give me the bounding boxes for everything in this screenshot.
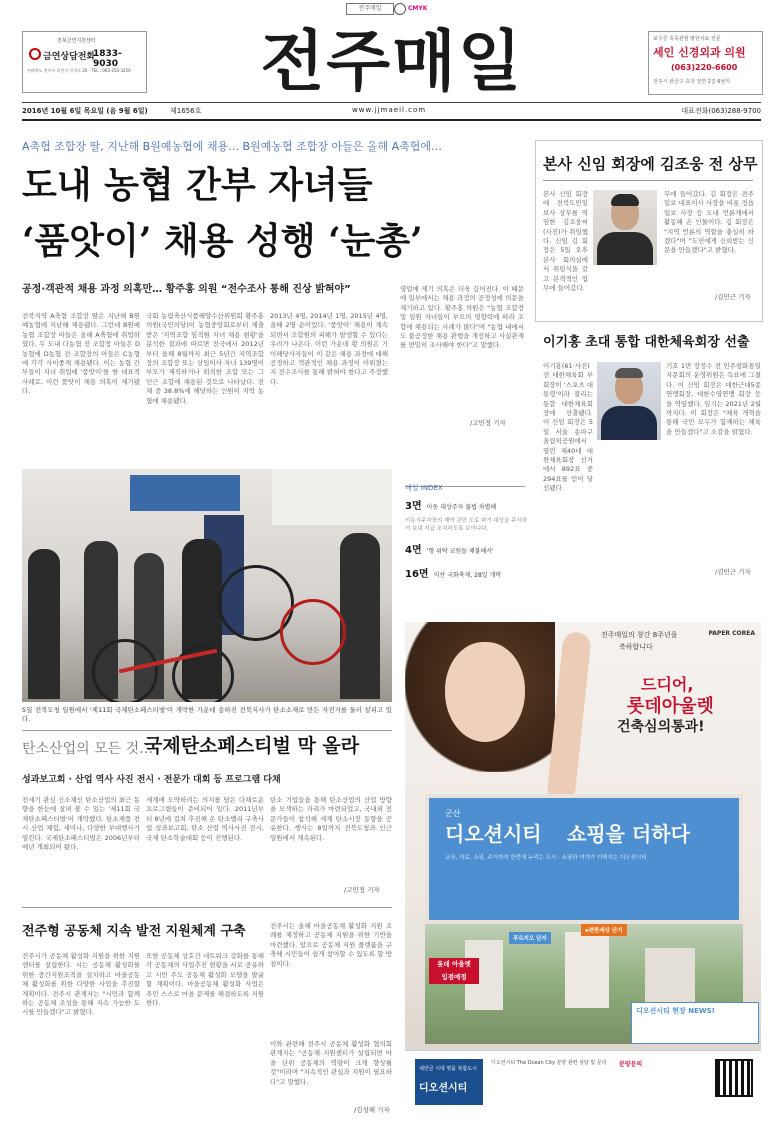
sports-headline: 이기홍 초대 통합 대한체육회장 선출 xyxy=(543,335,750,350)
cowork-byline: /김성해 기자 xyxy=(354,1106,390,1114)
site-url[interactable]: www.jjmaeil.com xyxy=(352,106,427,114)
tower-block-2 xyxy=(565,932,609,1008)
ad-deocean-city[interactable] xyxy=(405,622,761,1115)
photo-banner xyxy=(130,475,240,511)
no-smoking-icon xyxy=(29,48,41,60)
ad-brand: PAPER COREA xyxy=(708,630,755,637)
section-divider-2 xyxy=(22,907,392,908)
ad-slogan-3: 건축심의통과! xyxy=(617,719,705,735)
carbon-headline: 국제탄소페스티벌 막 올라 xyxy=(144,735,360,757)
carbon-kicker: 탄소산업의 모든 것… xyxy=(22,741,154,757)
sports-byline: /김민근 기자 xyxy=(715,568,751,576)
ad-clinic-address: 전주시 완산구 효자 전연 2길 6번지 xyxy=(653,79,731,85)
chairman-headline: 본사 신임 회장에 김조웅 전 상무 xyxy=(543,155,758,173)
index-item-2[interactable] xyxy=(405,538,530,557)
index-item-1[interactable] xyxy=(405,494,530,533)
ad-clinic[interactable] xyxy=(648,31,763,95)
index-text: 아동 대상주자 불법 차별해 xyxy=(426,504,497,511)
cmyk-label: CMYK xyxy=(408,5,428,12)
carbon-column-2: 세계에 도약하려는 의지를 담은 다채로운 프로그램들이 준비되어 있다. 2011년부터 8년에 걸쳐 추진해 온 탄소밸리 구축사업 성과보고회, 탄소 산업 역사사진 전시, 국제 탄소학술대회 등이 진행된다. xyxy=(146,796,264,842)
cowork-headline: 전주형 공동체 지속 발전 지원체계 구축 xyxy=(22,924,246,939)
president-suit xyxy=(601,406,657,440)
section-divider xyxy=(22,730,392,731)
sports-column-2: 기호 1번 장정수 전 민주평화통일자문회의 운영위원은 득표에 그쳤다. 이 신임 회장은 대한근대5종연맹회장, 대한수영연맹 회장 등을 역임했다. 임기는 2021년 2월까지다. 이 회장은 "체육 개혁을 통해 국민 모두가 함께하는 체육을 만들겠다"고 소감을 밝혔다. xyxy=(666,362,761,436)
shopping-bag xyxy=(425,794,743,924)
lead-column-3: 2013년 4명, 2014년 1명, 2015년 4명, 올해 2명 순이었다. '품앗이' 채용이 계속되면서 조합원의 피해가 발생할 수 있다는 우려가 나온다. 이런 가운데 황 의원은 기 이해당사자들이 이 같은 채용 과정에 대해 공정하고 객관적인 채용 과정이 이뤄졌는지 전수조사를 통해 밝혀야 한다고 주장했다. xyxy=(270,312,388,386)
president-hair xyxy=(615,368,643,378)
ad-label: 금연상담전화 xyxy=(43,52,96,62)
index-text: '형 위탁 교원들 체불해서' xyxy=(426,548,494,555)
index-page: 4면 xyxy=(405,545,422,556)
ad-intro-line2: 축하합니다 xyxy=(619,643,653,651)
cowork-column-3: 전주시는 올해 마을공동체 활성화 지원 조례를 제정하고 공동체 지원을 위한 기반을 마련했다. 앞으로 공동체 지원 플랫폼을 구축해 시민들이 쉽게 참여할 수 있도록 할 방침이다. xyxy=(270,922,392,968)
chairman-body-right: 무에 들어갔다. 김 회장은 전주일보 대표이사 사장을 비롯 정읍일보 사장 등 도내 언론계에서 활동해 온 인물이다. 김 회장은 "지역 언론의 역할을 충실히 하겠다"며 "도민에게 신뢰받는 신문을 만들겠다"고 밝혔다. xyxy=(664,190,754,255)
chairman-body-left: 본사 신임 회장에 전북도민일보사 상무를 역임한 김조웅씨(사진)가 취임했다. 신임 김 회장은 5일 오후 본사 회의실에서 취임식을 갖고 본격적인 업무에 들어갔다. xyxy=(543,190,588,293)
bag-title-2: 쇼핑을 더하다 xyxy=(567,822,690,846)
bag-title-1: 디오션시티 xyxy=(445,822,542,846)
footer-block xyxy=(415,1059,483,1105)
ad-smoking-cessation[interactable] xyxy=(22,31,147,93)
bag-sub: 군산 xyxy=(445,809,461,818)
masthead-rule-top xyxy=(22,102,761,103)
chairman-byline: /김민근 기자 xyxy=(715,293,751,301)
ad-number: 1833-9030 xyxy=(93,49,122,69)
index-page: 16면 xyxy=(405,569,429,580)
carbon-column-1: 전세기 관심 신소재인 탄소산업의 최근 동향을 한눈에 살펴 볼 수 있는 '제11회 국제탄소페스티벌'이 개막했다. 탄소제품 전시 산업 체험, 세미나, 다양한 부대행사가 열린다. 국제탄소페스티벌은 2006년부터 매년 개최되어 왔다. xyxy=(22,796,140,852)
carbon-byline: /고민정 기자 xyxy=(344,886,380,894)
top-tag: 전주매일 xyxy=(346,3,394,15)
news-box xyxy=(631,1002,759,1044)
ad-footer: 전라북도 전주시 덕진구 건지로 20 · TEL : 063-250-3250 xyxy=(27,68,131,73)
registration-mark xyxy=(394,3,406,15)
paper-title: 전주매일 xyxy=(260,23,524,100)
chairman-photo xyxy=(593,190,657,265)
ad-slogan-1: 드디어, xyxy=(641,675,694,694)
lead-subhead: 공정·객관적 채용 과정 의혹만… 황주홍 의원 “전수조사 통해 진상 밝혀야” xyxy=(22,284,351,295)
ad-clinic-name: 세인 신경외과 의원 xyxy=(653,46,746,59)
index-title: 매일 INDEX xyxy=(405,484,443,492)
lead-column-4: 영업에 제기 의혹은 더욱 깊어진다. 이 때문에 일부에서는 채용 과정의 공정성에 의문을 제기하고 있다. 황주홍 의원은 "농협 조합장 및 임원 자녀들이 부모의 영향력에 따라 조합에 채용되는 사례가 많다"며 "농협 내에서도 불공정한 채용 관행을 개선하고 사실관계를 면밀히 조사해야 한다"고 말했다. xyxy=(400,285,524,350)
footer-label: 새만금 시대 명품 복합도시 xyxy=(419,1066,477,1072)
phone-number: 대표전화(063)288-9700 xyxy=(681,107,761,115)
ad-clinic-line1: 보수골 족족관절 병원치료 전문 xyxy=(653,36,721,42)
index-item-3[interactable] xyxy=(405,562,530,581)
tag-line-1: 롯데 아울렛 xyxy=(437,960,471,968)
index-text: 익산 국화축제, 28일 개막 xyxy=(433,572,502,579)
carbon-subhead: 성과보고회 · 산업 역사 사진 전시 · 전문가 대회 등 프로그램 다채 xyxy=(22,775,281,785)
tag-line-2: 입점예정 xyxy=(441,973,467,981)
cowork-column-4: 이와 관련해 전주시 공동체 활성화 협의회 관계자는 "공동체 지원센터가 설립되면 마을 단위 공동체의 역량이 크게 향상될 것"이라며 "지속적인 관심과 지원이 필요하다"고 말했다. xyxy=(270,1040,392,1086)
lead-byline: /고민정 기자 xyxy=(470,419,506,427)
index-page: 3면 xyxy=(405,501,422,512)
bicycle-wheel-2 xyxy=(280,599,346,665)
lead-column-2: 국회 농림축산식품해양수산위원회 황주홍 의원(국민의당)이 농협중앙회로부터 제출받은 '지역조합 임직원 자녀 채용 현황'을 분석한 결과에 따르면 전국에서 2012년부터 올해 8월까지 최근 5년간 지역조합장의 조합장 또는 상임이사 자녀 139명이 부모가 재직하거나 퇴직한 조합 또는 그 인근 조합에 채용된 것으로 나타났다. 전체 중 38.8%에 해당하는 인원이 지역 농협에 채용됐다. xyxy=(146,312,264,405)
qr-code-icon[interactable] xyxy=(715,1059,753,1097)
lead-headline-line2: ‘품앗이’ 채용 성행 ‘눈총’ xyxy=(22,220,423,262)
ad-footer-bar xyxy=(405,1050,761,1115)
bag-desc: 교육, 의료, 쇼핑, 주거까지 한번에 누리는 도시 · 쇼핑과 여가가 더해지는 디오션시티 xyxy=(445,855,647,861)
footer-mid: 디오션시티 The Ocean City 분양 관련 상담 및 문의 xyxy=(491,1060,607,1066)
festival-photo xyxy=(22,469,392,702)
ad-slogan-2: 롯데아울렛 xyxy=(627,696,714,717)
masthead-rule-bottom xyxy=(22,119,761,121)
lead-column-1: 전북지역 A축협 조합장 딸은 지난해 B원예농협에 지난해 채용됐다. 그런데 B원예농협 조합장 아들은 올해 A축협에 취업하였다. 두 도내 다농협 전 조합장 아들은 D농협에 D농협 전 조합장의 아들은 C농협에 각각 사이좋게 채용됐다. 이는 농협 간부들이 자녀 취업에 '품앗이'를 한 대표적 사례로, 이런 품앗이 채용 의혹이 제기됐다. xyxy=(22,312,140,396)
lead-headline-line1: 도내 농협 간부 자녀들 xyxy=(22,164,373,206)
ad-intro-line1: 전주매일의 창간 8주년을 xyxy=(601,631,678,639)
date-line: 2016년 10월 6일 목요일 (음 9월 6일) xyxy=(22,107,148,115)
news-title: 디오션시티 현장 NEWS! xyxy=(636,1007,715,1015)
footer-name: 디오션시티 xyxy=(419,1083,468,1094)
person-5 xyxy=(340,533,380,699)
model-face xyxy=(445,642,525,742)
ad-tag-4: e편한세상 단지 xyxy=(581,924,627,936)
sports-column-1: 이기홍(61·사진) 전 대한체육회 부회장이 '스포츠 대통령'이라 불리는 통합 대한체육회장에 선출됐다. 이 신임 회장은 5일 서울 송파구 올림픽공원에서 열린 제40대 대한체육회장 선거에서 892표 중 294표를 얻어 당선됐다. xyxy=(543,362,593,493)
ad-org: 전북금연지원센터 xyxy=(57,38,96,44)
footer-right: 분양문의 xyxy=(619,1061,643,1068)
chairman-hair xyxy=(611,194,639,206)
photo-banner-2 xyxy=(272,469,392,525)
chairman-suit xyxy=(597,232,653,265)
sports-president-photo xyxy=(597,362,661,440)
chairman-rule xyxy=(543,180,753,181)
ad-tag-1 xyxy=(429,958,479,984)
photo-caption: 5일 전북도청 일원에서 '제11회 국제탄소페스티벌'이 개막한 가운데 송하진 전북지사가 탄소소재로 만든 자전거를 둘러 살피고 있다. xyxy=(22,706,392,724)
issue-number: 제1656호 xyxy=(170,107,202,115)
cowork-column-1: 전주시가 공동체 활성화 지원을 위한 지원센터를 설립한다. 시는 공동체 활성화를 위한 중간지원조직을 설치하고 마을공동체 활성화를 위한 다양한 사업을 추진할 계획이다. 전주시 관계자는 "시민과 함께하는 공동체 조성을 통해 지속 가능한 도시를 만들겠다"고 밝혔다. xyxy=(22,952,140,1017)
ad-clinic-phone: (063)220-6600 xyxy=(671,63,738,72)
ad-tag-3: 푸르지오 단지 xyxy=(509,932,551,944)
lead-kicker: A축협 조합장 딸, 지난해 B원예농협에 채용… B원예농협 조합장 아들은 올해 A축협에… xyxy=(22,140,443,153)
person-1 xyxy=(28,549,60,699)
index-sub: 이동식주차장의 계약 관련 도로 파기 대상을 주시하여 보내 지급 조치하도록 보이니다. xyxy=(405,518,528,532)
tower-block-3 xyxy=(645,948,695,1008)
cowork-column-2: 또한 공동체 상호간 네트워크 강화를 통해 각 공동체의 사업추진 현황을 서로 공유하고 시민 주도 공동체 활성화 모델을 발굴할 계획이다. 마을공동체 활성화 사업은 주민 스스로 마을 문제를 해결하도록 지원한다. xyxy=(146,952,264,1008)
carbon-column-3: 탄소 기업들을 통해 탄소산업의 산업 방향을 모색하는 자리가 마련되었고, 국내외 전문가들이 참석해 세계 탄소시장 동향을 공유한다. 행사는 8일까지 전북도청과 인근 일원에서 계속된다. xyxy=(270,796,392,842)
index-title-bar xyxy=(405,475,525,492)
